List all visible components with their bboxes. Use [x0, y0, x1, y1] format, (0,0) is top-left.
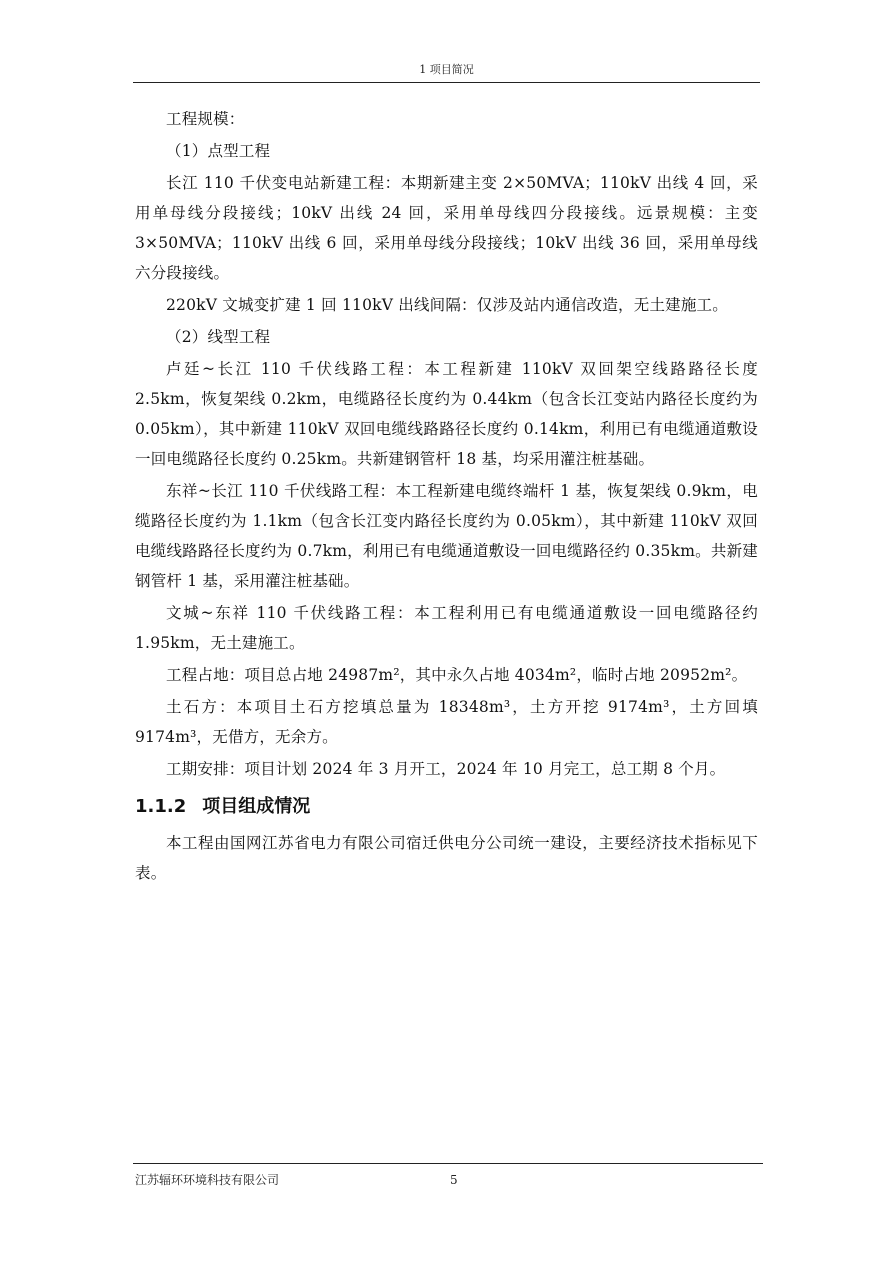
section-number: 1.1.2: [135, 796, 187, 817]
footer-company: 江苏辐环环境科技有限公司: [135, 1173, 280, 1187]
paragraph-wencheng-dongxiang-line: 文城~东祥 110 千伏线路工程：本工程利用已有电缆通道敷设一回电缆路径约 1.95km，无土建施工。: [135, 604, 758, 652]
paragraph-land-occupation: 工程占地：项目总占地 24987m²，其中永久占地 4034m²，临时占地 20952m²。: [166, 666, 748, 684]
paragraph-changjiang-substation: 长江 110 千伏变电站新建工程：本期新建主变 2×50MVA；110kV 出线 4 回，采用单母线分段接线；10kV 出线 24 回，采用单母线四分段接线。远景规模：主变 3×50MVA；110kV 出线 6 回，采用单母线分段接线；10kV 出线 36 回，采用单母线六分段接线。: [135, 174, 758, 282]
page-number: 5: [450, 1173, 458, 1187]
paragraph-project-composition: 本工程由国网江苏省电力有限公司宿迁供电分公司统一建设，主要经济技术指标见下表。: [135, 834, 758, 882]
page-body: [135, 104, 758, 890]
paragraph-earthwork: 土石方：本项目土石方挖填总量为 18348m³，土方开挖 9174m³，土方回填 9174m³，无借方，无余方。: [135, 698, 758, 746]
paragraph-scale-heading: 工程规模：: [166, 110, 245, 128]
paragraph-schedule: 工期安排：项目计划 2024 年 3 月开工，2024 年 10 月完工，总工期 8 个月。: [166, 760, 726, 778]
section-title: 项目组成情况: [202, 796, 311, 817]
header-rule: [133, 82, 760, 83]
footer-rule: [133, 1163, 763, 1164]
section-heading: [135, 792, 758, 822]
page-header: 1 项目简况: [419, 63, 474, 76]
paragraph-luting-changjiang-line: 卢廷~长江 110 千伏线路工程：本工程新建 110kV 双回架空线路路径长度 2.5km，恢复架线 0.2km，电缆路径长度约为 0.44km（包含长江变站内路径长度约为 0.05km），其中新建 110kV 双回电缆线路路径长度约 0.14km，利用已有电缆通道敷设一回电缆路径长度约 0.25km。共新建钢管杆 18 基，均采用灌注桩基础。: [135, 360, 758, 468]
paragraph-wencheng-expansion: 220kV 文城变扩建 1 回 110kV 出线间隔：仅涉及站内通信改造，无土建施工。: [166, 296, 728, 314]
paragraph-point-projects-heading: （1）点型工程: [166, 142, 271, 160]
paragraph-line-projects-heading: （2）线型工程: [166, 328, 271, 346]
paragraph-dongxiang-changjiang-line: 东祥~长江 110 千伏线路工程：本工程新建电缆终端杆 1 基，恢复架线 0.9km，电缆路径长度约为 1.1km（包含长江变内路径长度约为 0.05km），其中新建 110kV 双回电缆线路路径长度约为 0.7km，利用已有电缆通道敷设一回电缆路径约 0.35km。共新建钢管杆 1 基，采用灌注桩基础。: [135, 482, 758, 590]
